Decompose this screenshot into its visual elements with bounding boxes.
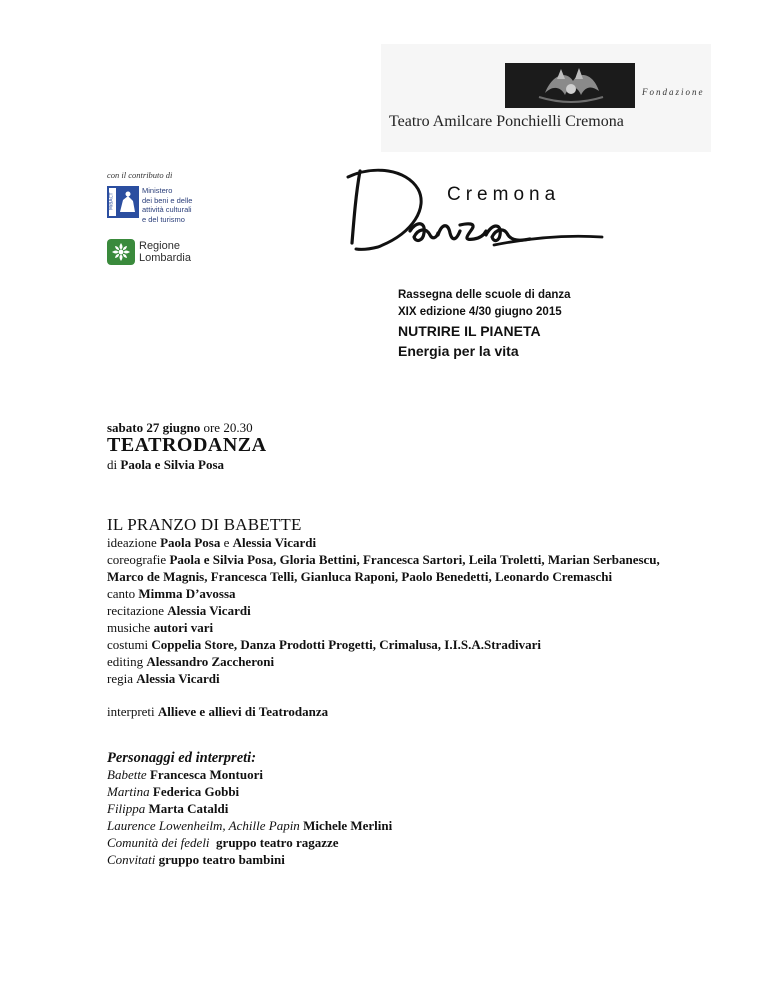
cremona-danza-logo (344, 163, 606, 261)
credit-value: Alessia Vicardi (167, 603, 251, 618)
personaggi-row (107, 766, 392, 783)
personaggi-heading: Personaggi ed interpreti: (107, 750, 257, 766)
credit-recitazione (107, 602, 667, 619)
rassegna-line-1: Rassegna delle scuole di danza (398, 289, 571, 301)
show-title: IL PRANZO DI BABETTE (107, 515, 302, 534)
actor-name: gruppo teatro bambini (158, 852, 285, 867)
mibact-text (142, 186, 192, 224)
role-name: Filippa (107, 801, 146, 816)
interpreti-label: interpreti (107, 704, 155, 719)
personaggi-row (107, 783, 392, 800)
credit-ideazione (107, 534, 667, 551)
role-name: Convitati (107, 852, 156, 867)
credit-value: Mimma D’avossa (138, 586, 236, 601)
credit-value: Coppelia Store, Danza Prodotti Progetti, Crimalusa, I.I.S.A.Stradivari (151, 637, 542, 652)
mibact-short-text: MiBACT (109, 192, 115, 210)
credit-label: musiche (107, 620, 151, 635)
event-by-names: Paola e Silvia Posa (120, 457, 225, 472)
credit-regia (107, 670, 667, 687)
show-credits (107, 534, 667, 687)
rassegna-block (398, 287, 571, 361)
actor-name: Federica Gobbi (152, 784, 240, 799)
credit-label: regia (107, 671, 133, 686)
fondazione-title: Teatro Amilcare Ponchielli Cremona (389, 113, 624, 130)
credit-conj: e (223, 535, 230, 550)
credit-label: canto (107, 586, 136, 601)
regione-lombardia-logo (107, 239, 135, 265)
credit-musiche (107, 619, 667, 636)
event-day: sabato 27 giugno (107, 420, 201, 435)
actor-name: gruppo teatro ragazze (216, 835, 339, 850)
credit-label: costumi (107, 637, 149, 652)
personaggi-row (107, 800, 392, 817)
credit-value: Alessia Vicardi (232, 535, 317, 550)
fondazione-label: Fondazione (642, 87, 705, 97)
regione-line: Lombardia (139, 251, 191, 264)
credit-value: Paola e Silvia Posa, Gloria Bettini, Francesca Sartori, Leila Troletti, Marian Serbanescu, Marco de Magnis, Francesca Telli, Gianluca Raponi, Paolo Benedetti, Leonardo Cremaschi (107, 552, 660, 584)
mibact-logo (107, 186, 139, 218)
credit-value: Paola Posa (160, 535, 221, 550)
role-name: Comunità dei fedeli (107, 835, 210, 850)
credit-label: editing (107, 654, 144, 669)
credit-canto (107, 585, 667, 602)
festival-city-text: Cremona (447, 184, 561, 205)
credit-label: recitazione (107, 603, 165, 618)
mibact-line: Ministero (142, 186, 173, 195)
credit-costumi (107, 636, 667, 653)
event-ore-label: ore (203, 420, 221, 435)
fondazione-emblem-logo (505, 63, 635, 108)
show-interpreti (107, 704, 328, 720)
credit-value: Alessia Vicardi (136, 671, 220, 686)
credit-label: coreografie (107, 552, 167, 567)
credit-label: ideazione (107, 535, 157, 550)
event-title: TEATRODANZA (107, 434, 267, 456)
personaggi-row (107, 851, 392, 868)
personaggi-row (107, 817, 392, 834)
actor-name: Michele Merlini (303, 818, 393, 833)
event-by-label: di (107, 457, 118, 472)
mibact-line: attività culturali (142, 205, 192, 214)
actor-name: Marta Cataldi (148, 801, 229, 816)
credit-value: Alessandro Zaccheroni (146, 654, 275, 669)
personaggi-list (107, 766, 392, 868)
mibact-line: e del turismo (142, 214, 185, 224)
interpreti-value: Allieve e allievi di Teatrodanza (157, 704, 329, 719)
mibact-line: dei beni e delle (142, 195, 193, 205)
regione-line: Regione (139, 240, 180, 252)
regione-text (139, 241, 191, 264)
event-time: 20.30 (223, 420, 253, 435)
credit-coreografie (107, 551, 667, 585)
credit-value: autori vari (153, 620, 214, 635)
role-name: Babette (107, 767, 147, 782)
actor-name: Francesca Montuori (149, 767, 263, 782)
role-name: Laurence Lowenheilm, Achille Papin (107, 818, 300, 833)
contributo-label: con il contributo di (107, 170, 173, 180)
role-name: Martina (107, 784, 150, 799)
credit-editing (107, 653, 667, 670)
rassegna-subtheme: Energia per la vita (398, 343, 519, 359)
rassegna-line-2: XIX edizione 4/30 giugno 2015 (398, 306, 562, 318)
rassegna-theme: NUTRIRE IL PIANETA (398, 323, 541, 339)
event-author (107, 457, 224, 473)
personaggi-row (107, 834, 392, 851)
